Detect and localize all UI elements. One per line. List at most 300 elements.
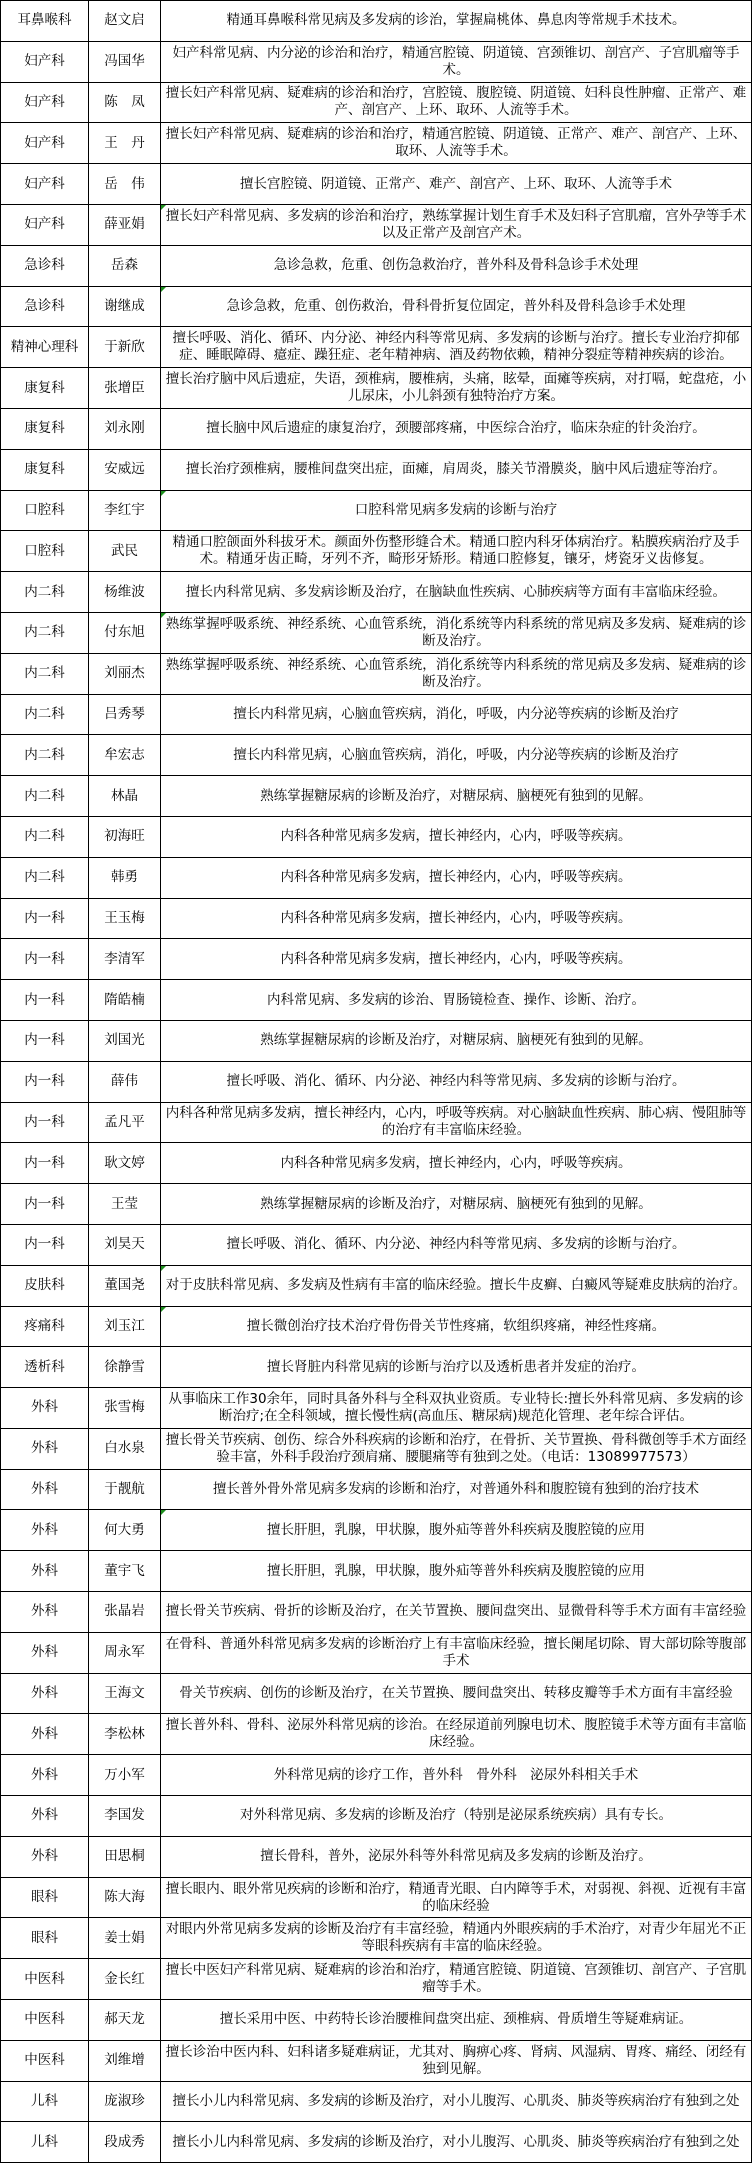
doctor-name-cell [89, 1836, 161, 1877]
specialty-cell [161, 1959, 752, 2000]
doctor-name: 张增臣 [104, 379, 145, 396]
doctor-name: 金长红 [104, 1970, 145, 1987]
doctor-name-cell [89, 82, 161, 123]
doctor-name: 孟凡平 [104, 1113, 145, 1130]
table-row [1, 857, 752, 898]
doctor-name-cell [89, 612, 161, 653]
department-cell [1, 980, 89, 1021]
specialty-text: 熟练掌握糖尿病的诊断及治疗，对糖尿病、脑梗死有独到的见解。 [260, 1195, 652, 1212]
doctor-name: 王莹 [111, 1195, 138, 1212]
department-cell [1, 1, 89, 42]
specialty-cell [161, 735, 752, 776]
doctor-name: 林晶 [111, 787, 138, 804]
department-label: 内一科 [24, 1032, 65, 1049]
department-cell [1, 204, 89, 245]
specialty-text: 擅长妇产科常见病、疑难病的诊治和治疗，精通宫腔镜、阴道镜、正常产、难产、剖宫产、上环、取环、人流等手术。 [165, 126, 747, 160]
specialty-cell [161, 1061, 752, 1102]
specialty-text: 对外科常见病、多发病的诊断及治疗（特别是泌尿系统疾病）具有专长。 [240, 1807, 672, 1824]
doctor-name-cell [89, 204, 161, 245]
doctor-name: 刘丽杰 [104, 665, 145, 682]
specialty-text: 熟练掌握呼吸系统、神经系统、心血管系统，消化系统等内科系统的常见病及多发病、疑难病的诊断及治疗。 [165, 656, 747, 690]
doctor-name-cell [89, 1, 161, 42]
doctor-name: 冯国华 [104, 53, 145, 70]
department-cell [1, 490, 89, 531]
doctor-name-cell [89, 1510, 161, 1551]
department-cell [1, 1551, 89, 1592]
table-body [1, 1, 752, 2163]
doctor-name-cell [89, 1347, 161, 1388]
department-label: 内二科 [24, 583, 65, 600]
department-label: 外科 [31, 1481, 58, 1498]
table-row [1, 1265, 752, 1306]
specialty-cell [161, 1877, 752, 1918]
table-row [1, 1469, 752, 1510]
specialty-text: 擅长骨关节疾病、创伤、综合外科疾病的诊断和治疗，在骨折、关节置换、骨科微创等手术方面经验丰富，外科手段治疗颈肩痛、腰腿痛等有独到之处。（电话：13089977573） [165, 1431, 747, 1465]
specialty-text: 擅长小儿内科常见病、多发病的诊断及治疗，对小儿腹泻、心肌炎、肺炎等疾病治疗有独到之处 [172, 2133, 740, 2150]
specialty-text: 内科各种常见病多发病，擅长神经内，心内，呼吸等疾病。对心脑缺血性疾病、肺心病、慢阻肺等的治疗有丰富临床经验。 [165, 1105, 747, 1139]
doctor-name-cell [89, 245, 161, 286]
doctor-name-cell [89, 2122, 161, 2163]
doctor-name-cell [89, 408, 161, 449]
doctor-name: 薛亚娟 [104, 216, 145, 233]
table-row [1, 980, 752, 1021]
table-row [1, 2040, 752, 2081]
cell-comment-indicator-icon[interactable] [161, 613, 166, 618]
specialty-cell [161, 1836, 752, 1877]
table-row [1, 1184, 752, 1225]
specialty-cell [161, 286, 752, 327]
doctor-name-cell [89, 41, 161, 82]
specialty-text: 擅长采用中医、中药特长诊治腰椎间盘突出症、颈椎病、骨质增生等疑难病证。 [219, 2011, 693, 2028]
specialty-text: 擅长脑中风后遗症的康复治疗，颈腰部疼痛，中医综合治疗，临床杂症的针灸治疗。 [206, 420, 706, 437]
doctor-name-cell [89, 2000, 161, 2041]
cell-comment-indicator-icon[interactable] [161, 1510, 166, 1515]
department-cell [1, 857, 89, 898]
department-cell [1, 572, 89, 613]
doctor-name-cell [89, 1061, 161, 1102]
department-cell [1, 1020, 89, 1061]
department-cell [1, 245, 89, 286]
department-label: 口腔科 [24, 501, 65, 518]
specialty-text: 对于皮肤科常见病、多发病及性病有丰富的临床经验。擅长牛皮癣、白癜风等疑难皮肤病的治疗。 [165, 1277, 747, 1294]
doctor-name-cell [89, 1592, 161, 1633]
specialty-cell [161, 1510, 752, 1551]
doctor-name-cell [89, 286, 161, 327]
department-label: 内二科 [24, 705, 65, 722]
department-cell [1, 1510, 89, 1551]
department-cell [1, 164, 89, 205]
department-label: 外科 [31, 1725, 58, 1742]
department-cell [1, 1224, 89, 1265]
department-label: 内一科 [24, 909, 65, 926]
specialty-text: 擅长内科常见病、多发病诊断及治疗，在脑缺血性疾病、心肺疾病等方面有丰富临床经验。 [186, 583, 726, 600]
cell-comment-indicator-icon[interactable] [161, 491, 166, 496]
doctor-name: 白水泉 [104, 1440, 145, 1457]
cell-comment-indicator-icon[interactable] [161, 287, 166, 292]
doctor-name: 姜士娟 [104, 1929, 145, 1946]
department-label: 内一科 [24, 1154, 65, 1171]
specialty-cell [161, 857, 752, 898]
specialty-cell [161, 939, 752, 980]
department-label: 外科 [31, 1685, 58, 1702]
specialty-text: 内科各种常见病多发病，擅长神经内，心内，呼吸等疾病。 [280, 950, 632, 967]
specialty-text: 擅长肝胆，乳腺，甲状腺，腹外疝等普外科疾病及腹腔镜的应用 [267, 1521, 645, 1538]
doctor-name: 岳 伟 [104, 175, 145, 192]
specialty-text: 内科各种常见病多发病，擅长神经内，心内，呼吸等疾病。 [280, 869, 632, 886]
doctor-name: 付东旭 [104, 624, 145, 641]
department-label: 急诊科 [24, 297, 65, 314]
table-row [1, 1959, 752, 2000]
specialty-text: 擅长微创治疗技术治疗骨伤骨关节性疼痛，软组织疼痛，神经性疼痛。 [246, 1317, 666, 1334]
doctor-name-cell [89, 1796, 161, 1837]
department-label: 外科 [31, 1603, 58, 1620]
table-row [1, 572, 752, 613]
specialty-cell [161, 1755, 752, 1796]
doctor-name: 何大勇 [104, 1521, 145, 1538]
department-label: 眼科 [31, 1929, 58, 1946]
specialty-text: 对眼内外常见病多发病的诊断及治疗有丰富经验，精通内外眼疾病的手术治疗，对青少年屈光不正等眼科疾病有丰富的临床经验。 [165, 1921, 747, 1955]
department-label: 妇产科 [24, 53, 65, 70]
department-cell [1, 1918, 89, 1959]
table-row [1, 2081, 752, 2122]
specialty-cell [161, 1592, 752, 1633]
specialty-cell [161, 612, 752, 653]
table-row [1, 1347, 752, 1388]
doctor-name-cell [89, 1959, 161, 2000]
department-label: 内二科 [24, 828, 65, 845]
doctor-name-cell [89, 531, 161, 572]
doctor-name-cell [89, 327, 161, 368]
specialty-text: 擅长内科常见病，心脑血管疾病，消化，呼吸，内分泌等疾病的诊断及治疗 [233, 746, 679, 763]
specialty-text: 擅长肾脏内科常见病的诊断与治疗以及透析患者并发症的治疗。 [267, 1358, 645, 1375]
specialty-cell [161, 1428, 752, 1469]
doctor-name: 李国发 [104, 1807, 145, 1824]
doctor-name-cell [89, 164, 161, 205]
department-label: 外科 [31, 1399, 58, 1416]
department-cell [1, 1632, 89, 1673]
specialty-text: 熟练掌握糖尿病的诊断及治疗，对糖尿病、脑梗死有独到的见解。 [260, 1032, 652, 1049]
department-label: 中医科 [24, 2052, 65, 2069]
department-cell [1, 531, 89, 572]
department-cell [1, 776, 89, 817]
department-cell [1, 41, 89, 82]
table-row [1, 776, 752, 817]
specialty-text: 擅长普外骨外常见病多发病的诊断和治疗，对普通外科和腹腔镜有独到的治疗技术 [213, 1481, 699, 1498]
specialty-cell [161, 1306, 752, 1347]
specialty-cell [161, 1347, 752, 1388]
department-cell [1, 1143, 89, 1184]
department-label: 外科 [31, 1440, 58, 1457]
department-label: 中医科 [24, 1970, 65, 1987]
specialty-text: 口腔科常见病多发病的诊断与治疗 [354, 501, 558, 518]
department-cell [1, 653, 89, 694]
department-label: 口腔科 [24, 542, 65, 559]
specialty-text: 精通口腔颌面外科拔牙术。颜面外伤整形缝合术。精通口腔内科牙体病治疗。粘膜疾病治疗及手术。精通牙齿正畸，牙列不齐，畸形牙矫形。精通口腔修复，镶牙，烤瓷牙义齿修复。 [172, 534, 740, 568]
doctor-name-cell [89, 857, 161, 898]
specialty-cell [161, 1551, 752, 1592]
doctor-name-cell [89, 1020, 161, 1061]
department-cell [1, 1469, 89, 1510]
doctor-name-cell [89, 490, 161, 531]
department-cell [1, 694, 89, 735]
specialty-text: 擅长宫腔镜、阴道镜、正常产、难产、剖宫产、上环、取环、人流等手术 [240, 175, 672, 192]
department-cell [1, 2122, 89, 2163]
doctor-name-cell [89, 1632, 161, 1673]
department-label: 外科 [31, 1807, 58, 1824]
specialty-cell [161, 490, 752, 531]
doctor-name: 李红宇 [104, 501, 145, 518]
specialty-cell [161, 898, 752, 939]
specialty-text: 擅长诊治中医内科、妇科诸多疑难病证，尤其对、胸痹心疼、肾病、风湿病、胃疼、痛经、闭经有独到见解。 [165, 2043, 747, 2077]
doctor-name-cell [89, 1755, 161, 1796]
department-label: 外科 [31, 1562, 58, 1579]
department-cell [1, 1428, 89, 1469]
doctor-name: 隋皓楠 [104, 991, 145, 1008]
specialty-cell [161, 164, 752, 205]
doctor-name-cell [89, 980, 161, 1021]
doctor-name: 段成秀 [104, 2133, 145, 2150]
specialty-cell [161, 245, 752, 286]
doctor-name-cell [89, 2040, 161, 2081]
specialty-cell [161, 204, 752, 245]
table-row [1, 2122, 752, 2163]
table-row [1, 1306, 752, 1347]
department-label: 透析科 [24, 1358, 65, 1375]
doctor-name: 韩勇 [111, 869, 138, 886]
specialty-cell [161, 408, 752, 449]
table-row [1, 449, 752, 490]
department-cell [1, 1265, 89, 1306]
table-row [1, 735, 752, 776]
department-label: 耳鼻喉科 [17, 12, 72, 29]
department-label: 内一科 [24, 1195, 65, 1212]
specialty-text: 急诊急救，危重、创伤救治，骨科骨折复位固定，普外科及骨科急诊手术处理 [226, 297, 686, 314]
department-label: 内一科 [24, 1113, 65, 1130]
table-row [1, 82, 752, 123]
doctor-name-cell [89, 572, 161, 613]
department-label: 儿科 [31, 2093, 58, 2110]
doctor-name: 李松林 [104, 1725, 145, 1742]
doctor-name: 初海旺 [104, 828, 145, 845]
specialty-text: 精通耳鼻喉科常见病及多发病的诊治，掌握扁桃体、鼻息肉等常规手术技术。 [226, 12, 686, 29]
doctor-name-cell [89, 1184, 161, 1225]
table-row [1, 1592, 752, 1633]
specialty-cell [161, 980, 752, 1021]
specialty-text: 擅长内科常见病，心脑血管疾病，消化，呼吸，内分泌等疾病的诊断及治疗 [233, 705, 679, 722]
cell-comment-indicator-icon[interactable] [161, 205, 166, 210]
department-cell [1, 1306, 89, 1347]
doctor-name: 刘玉江 [104, 1317, 145, 1334]
table-row [1, 1510, 752, 1551]
department-cell [1, 1673, 89, 1714]
doctor-name: 万小军 [104, 1766, 145, 1783]
table-row [1, 1918, 752, 1959]
department-label: 急诊科 [24, 257, 65, 274]
department-label: 内二科 [24, 624, 65, 641]
doctor-name: 王 丹 [104, 134, 145, 151]
specialty-cell [161, 327, 752, 368]
doctor-name-cell [89, 123, 161, 164]
doctor-name: 郝天龙 [104, 2011, 145, 2028]
specialty-text: 内科各种常见病多发病，擅长神经内，心内，呼吸等疾病。 [280, 828, 632, 845]
department-label: 内二科 [24, 746, 65, 763]
doctor-name-cell [89, 1551, 161, 1592]
specialty-cell [161, 1388, 752, 1429]
department-label: 眼科 [31, 1889, 58, 1906]
doctor-name: 安威远 [104, 461, 145, 478]
specialty-text: 擅长普外科、骨科、泌尿外科常见病的诊治。在经尿道前列腺电切术、腹腔镜手术等方面有丰富临床经验。 [165, 1717, 747, 1751]
department-label: 康复科 [24, 379, 65, 396]
department-cell [1, 2000, 89, 2041]
department-cell [1, 449, 89, 490]
table-row [1, 1143, 752, 1184]
doctor-name-cell [89, 1388, 161, 1429]
doctor-name-cell [89, 1102, 161, 1143]
doctor-name: 杨维波 [104, 583, 145, 600]
specialty-cell [161, 368, 752, 409]
doctor-name-cell [89, 939, 161, 980]
doctor-name-cell [89, 776, 161, 817]
doctor-name-cell [89, 1265, 161, 1306]
doctor-name-cell [89, 898, 161, 939]
department-cell [1, 898, 89, 939]
specialty-text: 擅长治疗颈椎病，腰椎间盘突出症，面瘫，肩周炎，膝关节滑膜炎，脑中风后遗症等治疗。 [186, 461, 726, 478]
specialty-text: 擅长眼内、眼外常见疾病的诊断和治疗，精通青光眼、白内障等手术，对弱视、斜视、近视有丰富的临床经验 [165, 1880, 747, 1914]
doctor-name-cell [89, 1143, 161, 1184]
table-row [1, 1632, 752, 1673]
department-cell [1, 123, 89, 164]
doctor-name: 吕秀琴 [104, 705, 145, 722]
department-cell [1, 612, 89, 653]
doctor-name: 陈大海 [104, 1889, 145, 1906]
specialty-text: 内科各种常见病多发病，擅长神经内，心内，呼吸等疾病。 [280, 909, 632, 926]
department-cell [1, 735, 89, 776]
department-label: 内二科 [24, 787, 65, 804]
department-label: 外科 [31, 1766, 58, 1783]
specialty-cell [161, 572, 752, 613]
table-row [1, 1877, 752, 1918]
table-row [1, 2000, 752, 2041]
department-cell [1, 1877, 89, 1918]
specialty-text: 在骨科、普通外科常见病多发病的诊断治疗上有丰富临床经验，擅长阑尾切除、胃大部切除等腹部手术 [165, 1635, 747, 1669]
doctor-name-cell [89, 1306, 161, 1347]
doctor-name: 王海文 [104, 1685, 145, 1702]
table-row [1, 653, 752, 694]
table-row [1, 1020, 752, 1061]
doctor-name: 于新欣 [104, 338, 145, 355]
specialty-text: 外科常见病的诊疗工作，普外科 骨外科 泌尿外科相关手术 [273, 1766, 639, 1783]
department-cell [1, 2081, 89, 2122]
department-cell [1, 1592, 89, 1633]
specialty-cell [161, 2000, 752, 2041]
department-label: 康复科 [24, 420, 65, 437]
specialty-cell [161, 123, 752, 164]
specialty-cell [161, 1224, 752, 1265]
specialty-cell [161, 2081, 752, 2122]
department-label: 外科 [31, 1848, 58, 1865]
cell-comment-indicator-icon[interactable] [161, 1266, 166, 1271]
table-row [1, 1836, 752, 1877]
doctor-name: 田思桐 [104, 1848, 145, 1865]
department-label: 中医科 [24, 2011, 65, 2028]
department-label: 内一科 [24, 991, 65, 1008]
specialty-cell [161, 1714, 752, 1755]
department-label: 内一科 [24, 1236, 65, 1253]
department-label: 妇产科 [24, 134, 65, 151]
specialty-text: 内科常见病、多发病的诊治、胃肠镜检查、操作、诊断、治疗。 [267, 991, 645, 1008]
doctor-name: 谢继成 [104, 297, 145, 314]
doctor-name-cell [89, 2081, 161, 2122]
doctor-name: 庞淑珍 [104, 2093, 145, 2110]
department-cell [1, 1061, 89, 1102]
doctor-name: 牟宏志 [104, 746, 145, 763]
doctor-name-cell [89, 449, 161, 490]
department-cell [1, 327, 89, 368]
specialty-cell [161, 1469, 752, 1510]
table-row [1, 408, 752, 449]
specialty-text: 擅长治疗脑中风后遗症，失语，颈椎病，腰椎病，头痛，眩晕，面瘫等疾病，对打嗝，蛇盘疮，小儿尿床，小儿斜颈有独特治疗方案。 [165, 371, 747, 405]
department-label: 儿科 [31, 2133, 58, 2150]
table-row [1, 612, 752, 653]
specialty-cell [161, 1265, 752, 1306]
doctor-name-cell [89, 1714, 161, 1755]
department-cell [1, 1959, 89, 2000]
table-row [1, 1102, 752, 1143]
specialty-cell [161, 1020, 752, 1061]
doctor-name-cell [89, 816, 161, 857]
specialty-text: 擅长小儿内科常见病、多发病的诊断及治疗，对小儿腹泻、心肌炎、肺炎等疾病治疗有独到之处 [172, 2093, 740, 2110]
table-row [1, 816, 752, 857]
specialty-cell [161, 82, 752, 123]
department-cell [1, 82, 89, 123]
department-label: 妇产科 [24, 175, 65, 192]
table-row [1, 490, 752, 531]
doctor-name: 耿文婷 [104, 1154, 145, 1171]
department-cell [1, 408, 89, 449]
department-cell [1, 286, 89, 327]
doctor-name: 刘昊天 [104, 1236, 145, 1253]
table-row [1, 41, 752, 82]
department-label: 内二科 [24, 665, 65, 682]
doctor-name: 刘维增 [104, 2052, 145, 2069]
table-row [1, 327, 752, 368]
specialty-text: 擅长骨科，普外，泌尿外科等外科常见病及多发病的诊断及治疗。 [260, 1848, 652, 1865]
table-row [1, 1428, 752, 1469]
specialty-text: 熟练掌握糖尿病的诊断及治疗，对糖尿病、脑梗死有独到的见解。 [260, 787, 652, 804]
cell-comment-indicator-icon[interactable] [161, 1307, 166, 1312]
doctor-name: 于靓航 [104, 1481, 145, 1498]
table-row [1, 123, 752, 164]
doctor-name-cell [89, 1469, 161, 1510]
specialty-cell [161, 653, 752, 694]
department-label: 疼痛科 [24, 1317, 65, 1334]
specialty-cell [161, 694, 752, 735]
specialty-cell [161, 2122, 752, 2163]
doctor-name: 张雪梅 [104, 1399, 145, 1416]
table-row [1, 1755, 752, 1796]
department-label: 内一科 [24, 950, 65, 967]
specialty-text: 擅长呼吸、消化、循环、内分泌、神经内科等常见病、多发病的诊断与治疗。 [226, 1073, 686, 1090]
doctor-name: 陈 凤 [104, 93, 145, 110]
specialty-text: 内科各种常见病多发病，擅长神经内，心内，呼吸等疾病。 [280, 1154, 632, 1171]
table-row [1, 898, 752, 939]
department-label: 外科 [31, 1521, 58, 1538]
doctor-name: 周永军 [104, 1644, 145, 1661]
specialty-cell [161, 1796, 752, 1837]
doctor-name-cell [89, 1877, 161, 1918]
table-row [1, 1061, 752, 1102]
department-cell [1, 816, 89, 857]
